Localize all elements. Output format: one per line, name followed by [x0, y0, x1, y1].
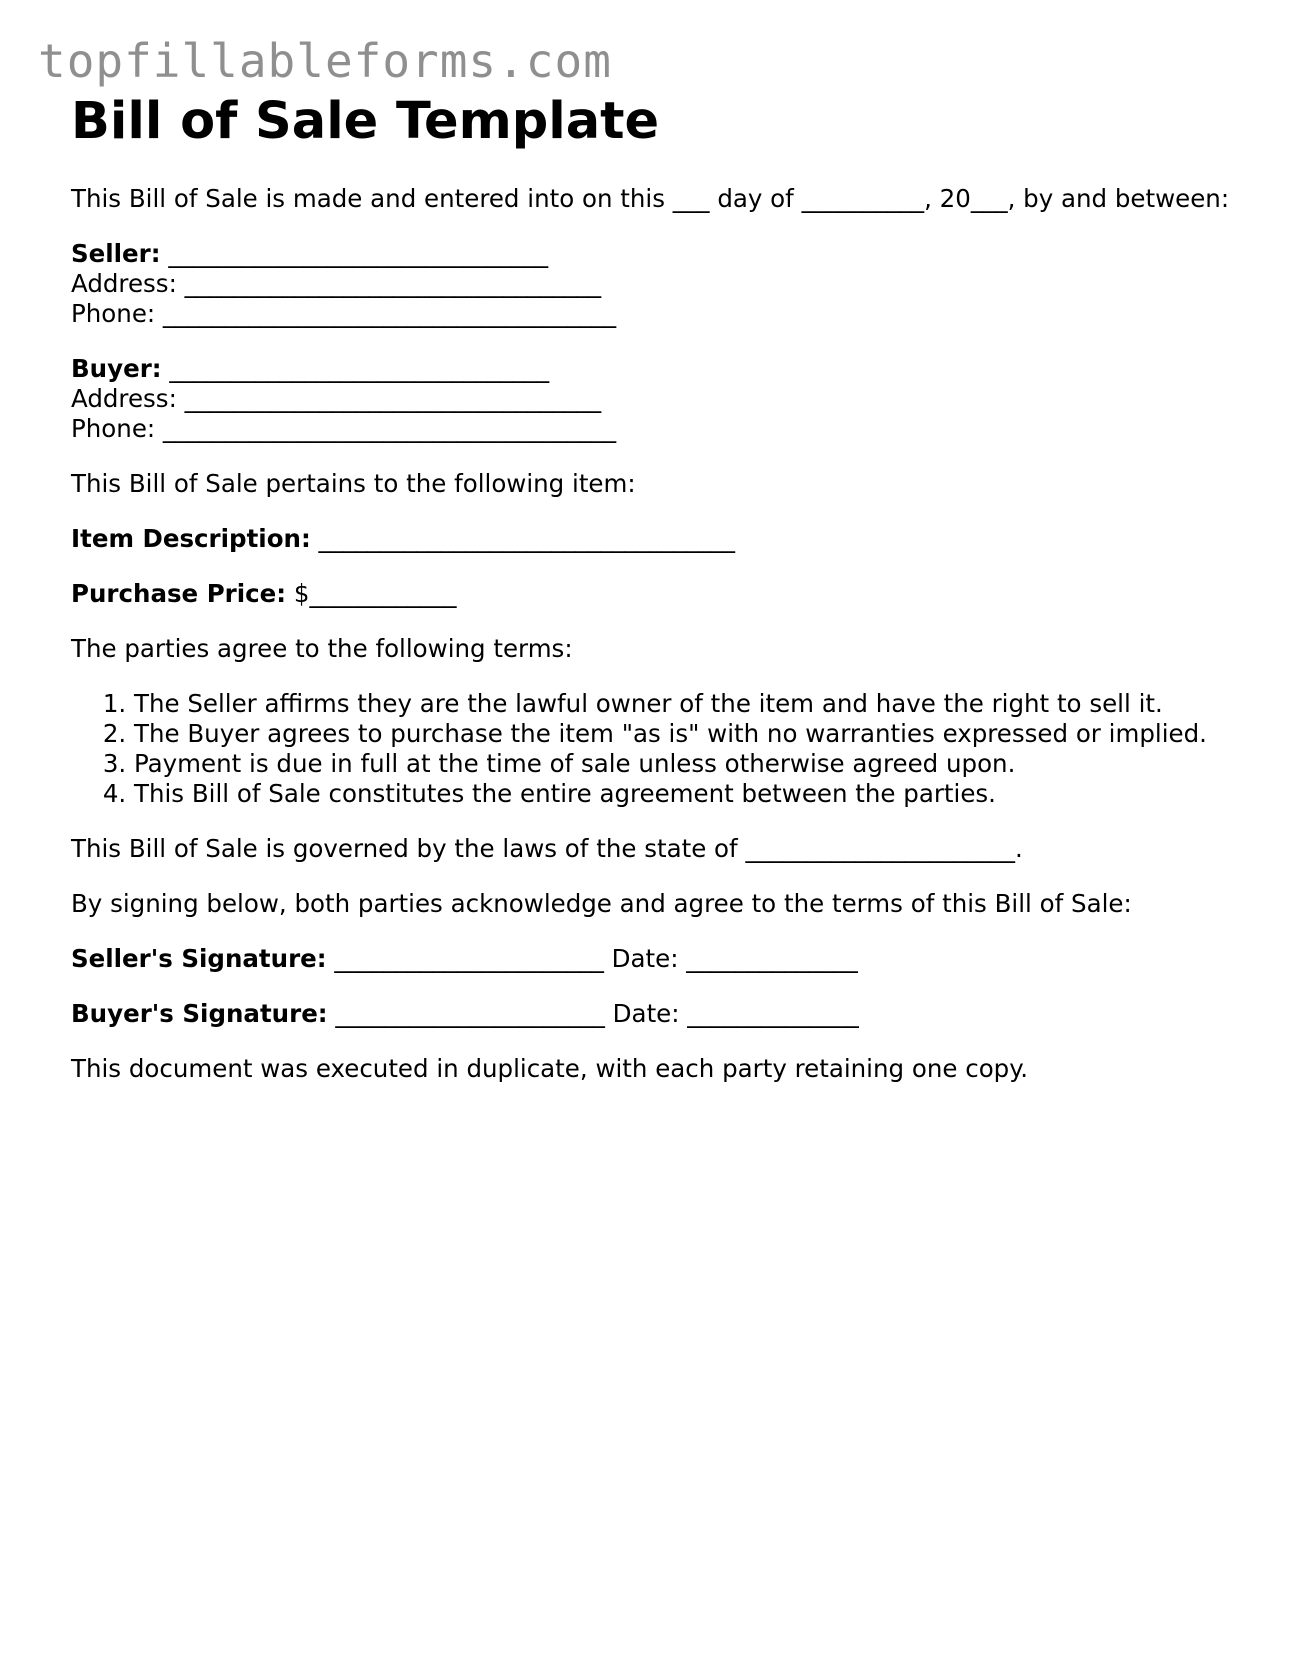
term-item: 2. The Buyer agrees to purchase the item "as is" with no warranties expressed or implied. — [134, 719, 1231, 749]
seller-label: Seller: — [71, 239, 161, 268]
purchase-price-label: Purchase Price: — [71, 579, 287, 608]
purchase-price-line — [71, 579, 1231, 609]
buyer-label: Buyer: — [71, 354, 162, 383]
buyer-name-line — [71, 354, 1231, 384]
document — [71, 92, 1231, 1084]
buyer-address-line[interactable]: Address: __________________________________ — [71, 384, 602, 413]
buyer-phone-line[interactable]: Phone: _____________________________________ — [71, 414, 617, 443]
purchase-price-blank[interactable]: $____________ — [286, 579, 457, 608]
seller-address-line[interactable]: Address: __________________________________ — [71, 269, 602, 298]
term-item: 4. This Bill of Sale constitutes the entire agreement between the parties. — [134, 779, 1231, 809]
item-description-label: Item Description: — [71, 524, 311, 553]
term-item: 3. Payment is due in full at the time of sale unless otherwise agreed upon. — [134, 749, 1231, 779]
seller-signature-line — [71, 944, 1231, 974]
seller-signature-blank[interactable]: ______________________ Date: ______________ — [326, 944, 858, 973]
governing-law-line[interactable]: This Bill of Sale is governed by the laws of the state of ______________________. — [71, 834, 1023, 863]
item-description-line — [71, 524, 1231, 554]
item-description-blank[interactable]: __________________________________ — [310, 524, 736, 553]
buyer-block — [71, 354, 1231, 444]
terms-list — [71, 689, 1231, 809]
pertains-paragraph: This Bill of Sale pertains to the following item: — [71, 469, 636, 498]
terms-intro: The parties agree to the following terms: — [71, 634, 573, 663]
intro-paragraph: This Bill of Sale is made and entered into on this ___ day of __________, 20___, by and between: — [71, 184, 1230, 213]
seller-block — [71, 239, 1231, 329]
closing-paragraph: This document was executed in duplicate, with each party retaining one copy. — [71, 1054, 1029, 1083]
term-item: 1. The Seller affirms they are the lawful owner of the item and have the right to sell it. — [134, 689, 1231, 719]
buyer-signature-line — [71, 999, 1231, 1029]
document-body — [71, 184, 1231, 1084]
seller-name-line — [71, 239, 1231, 269]
buyer-name-blank[interactable]: _______________________________ — [161, 354, 550, 383]
buyer-signature-blank[interactable]: ______________________ Date: ______________ — [327, 999, 859, 1028]
seller-name-blank[interactable]: _______________________________ — [160, 239, 549, 268]
seller-signature-label: Seller's Signature: — [71, 944, 327, 973]
buyer-signature-label: Buyer's Signature: — [71, 999, 328, 1028]
watermark: topfillableforms.com — [38, 34, 612, 88]
page-title: Bill of Sale Template — [71, 92, 660, 151]
seller-phone-line[interactable]: Phone: _____________________________________ — [71, 299, 617, 328]
acknowledge-paragraph: By signing below, both parties acknowledge and agree to the terms of this Bill of Sale: — [71, 889, 1132, 918]
